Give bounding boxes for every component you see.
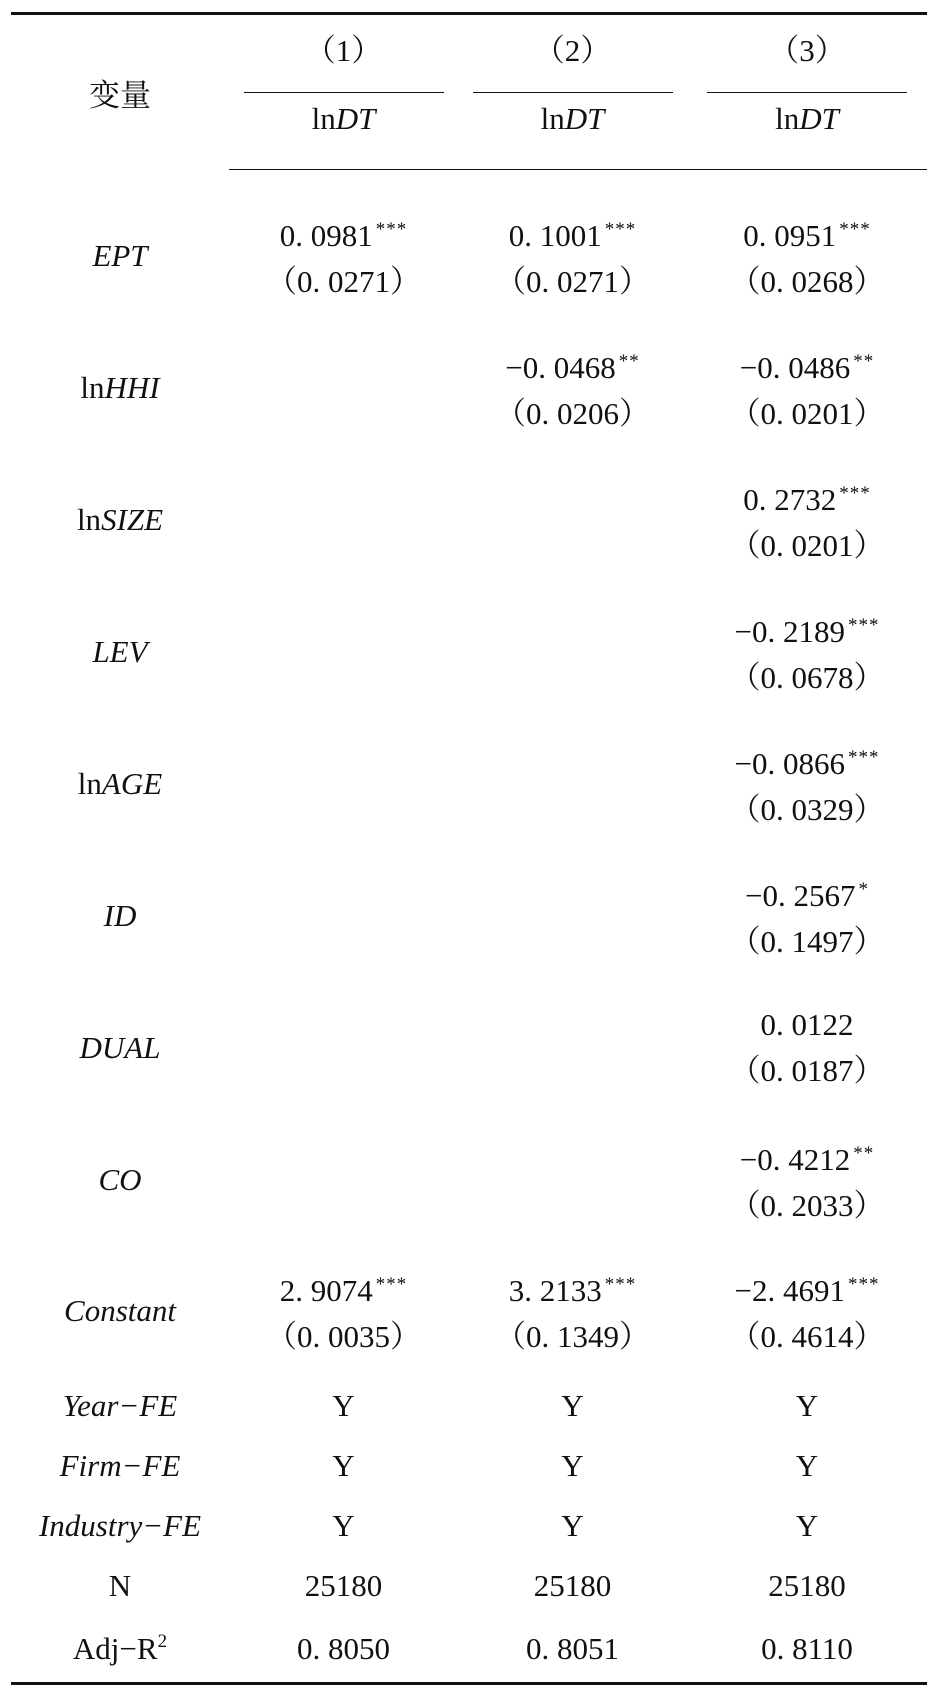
coefficient: 0. 1001 bbox=[508, 218, 602, 253]
table-row bbox=[11, 718, 927, 850]
table-row bbox=[11, 1376, 927, 1436]
significance-stars: ** bbox=[853, 1143, 875, 1164]
coefficient: −0. 0486 bbox=[739, 350, 851, 385]
table-cell bbox=[687, 718, 927, 850]
table-cell bbox=[687, 454, 927, 586]
table-cell bbox=[687, 1114, 927, 1246]
significance-stars: * bbox=[858, 879, 869, 900]
significance-stars: *** bbox=[847, 747, 880, 768]
table-cell: Y bbox=[561, 1448, 584, 1483]
table-cell: 0. 8110 bbox=[687, 1616, 927, 1684]
coefficient: −0. 2567 bbox=[745, 878, 856, 913]
standard-error: （0. 0268） bbox=[729, 264, 885, 299]
dependent-var-3: lnDT bbox=[687, 95, 927, 170]
standard-error: （0. 0678） bbox=[729, 660, 885, 695]
significance-stars: ** bbox=[618, 351, 640, 372]
coefficient: 0. 0981 bbox=[279, 218, 373, 253]
coefficient: 3. 2133 bbox=[508, 1273, 602, 1308]
table-cell: Y bbox=[795, 1508, 819, 1543]
table-cell: Y bbox=[561, 1508, 584, 1543]
standard-error: （0. 2033） bbox=[729, 1188, 885, 1223]
table-cell bbox=[458, 850, 687, 982]
table-row bbox=[11, 1246, 927, 1376]
standard-error: （0. 0271） bbox=[495, 264, 650, 299]
table-cell bbox=[229, 170, 458, 323]
table-cell bbox=[458, 454, 687, 586]
row-label: N bbox=[108, 1568, 132, 1603]
standard-error: （0. 1497） bbox=[729, 924, 885, 959]
row-label: lnHHI bbox=[80, 370, 160, 405]
table-row bbox=[11, 1616, 927, 1684]
standard-error: （0. 0271） bbox=[266, 264, 421, 299]
row-label: lnAGE bbox=[77, 766, 163, 801]
standard-error: （0. 0201） bbox=[729, 528, 885, 563]
column-number-3: （3） bbox=[687, 14, 927, 96]
table-row bbox=[11, 1496, 927, 1556]
standard-error: （0. 4614） bbox=[729, 1319, 885, 1354]
table-cell: 0. 8051 bbox=[458, 1616, 687, 1684]
regression-table bbox=[11, 12, 927, 1685]
table-cell: Y bbox=[332, 1448, 355, 1483]
row-label: LEV bbox=[92, 634, 148, 669]
coefficient: 2. 9074 bbox=[279, 1273, 373, 1308]
significance-stars: ** bbox=[853, 351, 875, 372]
table-cell bbox=[458, 170, 687, 323]
significance-stars: *** bbox=[375, 1274, 408, 1295]
row-label: CO bbox=[98, 1162, 142, 1197]
coefficient: 0. 0951 bbox=[743, 218, 837, 253]
coefficient: −0. 0866 bbox=[734, 746, 845, 781]
coefficient: −2. 4691 bbox=[734, 1273, 845, 1308]
coefficient: −0. 0468 bbox=[505, 350, 616, 385]
table-cell: Y bbox=[561, 1388, 584, 1423]
table-cell: 25180 bbox=[533, 1568, 612, 1603]
row-label: DUAL bbox=[79, 1030, 161, 1065]
table-cell: Y bbox=[332, 1388, 355, 1423]
table-row bbox=[11, 1556, 927, 1616]
significance-stars: *** bbox=[604, 219, 637, 240]
row-label: Industry−FE bbox=[38, 1508, 202, 1543]
table-cell bbox=[458, 1114, 687, 1246]
table-cell: 0. 8050 bbox=[229, 1616, 458, 1684]
significance-stars: *** bbox=[839, 219, 871, 240]
dependent-var-2: lnDT bbox=[458, 95, 687, 170]
table-cell bbox=[458, 718, 687, 850]
table-cell bbox=[229, 1114, 458, 1246]
table-cell bbox=[687, 322, 927, 454]
table-row bbox=[11, 850, 927, 982]
coefficient: −0. 4212 bbox=[739, 1142, 851, 1177]
table-row bbox=[11, 1436, 927, 1496]
table-cell bbox=[229, 454, 458, 586]
table-cell bbox=[687, 850, 927, 982]
table-row bbox=[11, 586, 927, 718]
table-cell bbox=[229, 718, 458, 850]
row-label: EPT bbox=[92, 237, 148, 273]
table-cell bbox=[458, 322, 687, 454]
table-cell bbox=[687, 1246, 927, 1376]
table-cell: 25180 bbox=[768, 1568, 846, 1603]
table-cell: 25180 bbox=[304, 1568, 383, 1603]
table-cell bbox=[229, 1246, 458, 1376]
coefficient: 0. 2732 bbox=[743, 482, 837, 517]
standard-error: （0. 1349） bbox=[495, 1319, 650, 1354]
table-cell bbox=[458, 982, 687, 1114]
significance-stars: *** bbox=[375, 219, 408, 240]
significance-stars: *** bbox=[847, 1274, 880, 1295]
variable-header: 变量 bbox=[11, 14, 229, 170]
table-cell bbox=[229, 982, 458, 1114]
row-label: ID bbox=[103, 898, 137, 933]
table-cell bbox=[687, 170, 927, 323]
row-label: Firm−FE bbox=[59, 1448, 181, 1483]
standard-error: （0. 0329） bbox=[729, 792, 885, 827]
table-cell bbox=[687, 982, 927, 1114]
dependent-var-1: lnDT bbox=[229, 95, 458, 170]
row-label: Year−FE bbox=[62, 1388, 178, 1423]
row-label: lnSIZE bbox=[76, 502, 164, 537]
table-cell bbox=[229, 586, 458, 718]
column-number-1: （1） bbox=[229, 14, 458, 96]
standard-error: （0. 0035） bbox=[266, 1319, 421, 1354]
significance-stars: *** bbox=[604, 1274, 637, 1295]
table-body bbox=[11, 170, 927, 1684]
significance-stars: *** bbox=[839, 483, 871, 504]
table-cell: Y bbox=[795, 1388, 819, 1423]
table-cell bbox=[458, 586, 687, 718]
significance-stars: *** bbox=[847, 615, 880, 636]
standard-error: （0. 0206） bbox=[495, 396, 650, 431]
table-cell bbox=[229, 850, 458, 982]
standard-error: （0. 0201） bbox=[729, 396, 885, 431]
table-cell: Y bbox=[795, 1448, 819, 1483]
coefficient: 0. 0122 bbox=[760, 1007, 854, 1042]
coefficient: −0. 2189 bbox=[734, 614, 845, 649]
table-row bbox=[11, 454, 927, 586]
row-label: Constant bbox=[64, 1293, 176, 1328]
table-cell: Y bbox=[332, 1508, 355, 1543]
row-label: $Adj-R^2$ bbox=[11, 1616, 229, 1684]
table-cell bbox=[687, 586, 927, 718]
table-row bbox=[11, 322, 927, 454]
table-cell bbox=[458, 1246, 687, 1376]
table-row bbox=[11, 1114, 927, 1246]
table-row bbox=[11, 982, 927, 1114]
column-number-2: （2） bbox=[458, 14, 687, 96]
table-cell bbox=[229, 322, 458, 454]
table-row bbox=[11, 170, 927, 323]
standard-error: （0. 0187） bbox=[729, 1053, 885, 1088]
